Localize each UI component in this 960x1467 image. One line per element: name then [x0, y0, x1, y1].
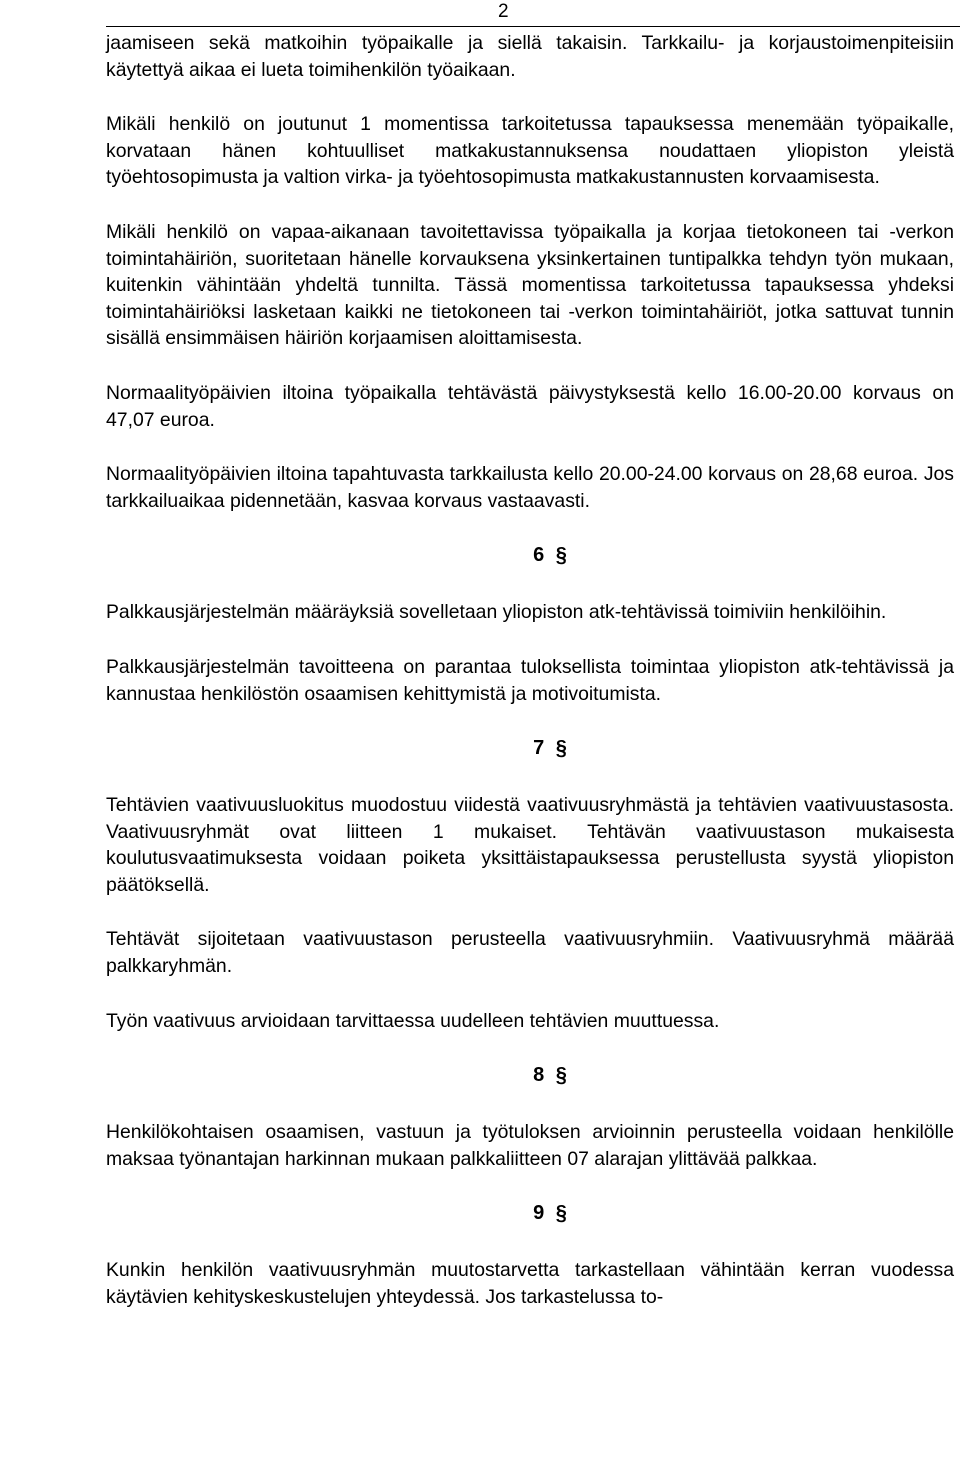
section-heading-7 [106, 735, 954, 761]
section-number: 8 [533, 1064, 545, 1087]
paragraph: Henkilökohtaisen osaamisen, vastuun ja työtuloksen arvioinnin perusteella voidaan henkilölle maksaa työnantajan harkinnan mukaan palkkaliitteen 07 alarajan ylittävää palkkaa. [106, 1121, 954, 1170]
section-number: 7 [533, 737, 545, 760]
paragraph: jaamiseen sekä matkoihin työpaikalle ja siellä takaisin. Tarkkailu- ja korjaustoimenpiteisiin käytettyä aikaa ei lueta toimihenkilön työaikaan. [106, 32, 954, 81]
section-heading-6 [106, 542, 954, 568]
section-heading-9 [106, 1200, 954, 1226]
paragraph: Normaalityöpäivien iltoina työpaikalla tehtävästä päivystyksestä kello 16.00-20.00 korvaus on 47,07 euroa. [106, 381, 954, 431]
header-rule [106, 26, 960, 27]
paragraph: Palkkausjärjestelmän tavoitteena on parantaa tuloksellista toimintaa yliopiston atk-tehtävissä ja kannustaa henkilöstön osaamisen kehittymistä ja motivoitumista. [106, 655, 954, 705]
section-symbol: § [555, 1063, 567, 1087]
document-body [106, 30, 954, 1339]
paragraph: Tehtävien vaativuusluokitus muodostuu viidestä vaativuusryhmästä ja tehtävien vaativuustasosta. Vaativuusryhmät ovat liitteen 1 mukaiset. Tehtävän vaativuustason mukaisesta koulutusvaatimuksesta voidaan poiketa yksittäistapauksessa perustellusta syystä yliopiston päätöksellä. [106, 794, 954, 896]
paragraph: Kunkin henkilön vaativuusryhmän muutostarvetta tarkastellaan vähintään kerran vuodessa käytävien kehityskeskustelujen yhteydessä. Jos tarkastelussa to- [106, 1259, 954, 1309]
section-number: 9 [533, 1202, 545, 1225]
section-symbol: § [555, 736, 567, 760]
section-heading-8 [106, 1062, 954, 1088]
page-number: 2 [498, 1, 509, 22]
paragraph: Palkkausjärjestelmän määräyksiä sovelletaan yliopiston atk-tehtävissä toimiviin henkilöihin. [106, 601, 887, 624]
paragraph: Mikäli henkilö on joutunut 1 momentissa tarkoitetussa tapauksessa menemään työpaikalle, korvataan hänen kohtuulliset matkakustannuksensa noudattaen yliopiston yleistä työehtosopimusta ja valtion virka- ja työehtosopimusta matkakustannusten korvaamisesta. [106, 113, 954, 189]
paragraph: Työn vaativuus arvioidaan tarvittaessa uudelleen tehtävien muuttuessa. [106, 1009, 720, 1032]
paragraph: Tehtävät sijoitetaan vaativuustason perusteella vaativuusryhmiin. Vaativuusryhmä määrää palkkaryhmän. [106, 928, 954, 978]
section-symbol: § [555, 1201, 567, 1225]
section-symbol: § [555, 543, 567, 567]
paragraph: Mikäli henkilö on vapaa-aikanaan tavoitettavissa työpaikalla ja korjaa tietokoneen tai -verkon toimintahäiriön, suoritetaan hänelle korvauksena yksinkertainen tuntipalkka tehdyn työn mukaan, kuitenkin vähintään yhdeltä tunnilta. Tässä momentissa tarkoitetussa tapauksessa yhdeksi toimintahäiriöksi lasketaan kaikki ne tietokoneen tai -verkon toimintahäiriöt, jotka sattuvat tunnin sisällä ensimmäisen häiriön korjaamisen aloittamisesta. [106, 220, 954, 350]
paragraph: Normaalityöpäivien iltoina tapahtuvasta tarkkailusta kello 20.00-24.00 korvaus on 28,68 euroa. Jos tarkkailuaikaa pidennetään, kasvaa korvaus vastaavasti. [106, 463, 954, 512]
section-number: 6 [533, 544, 545, 567]
